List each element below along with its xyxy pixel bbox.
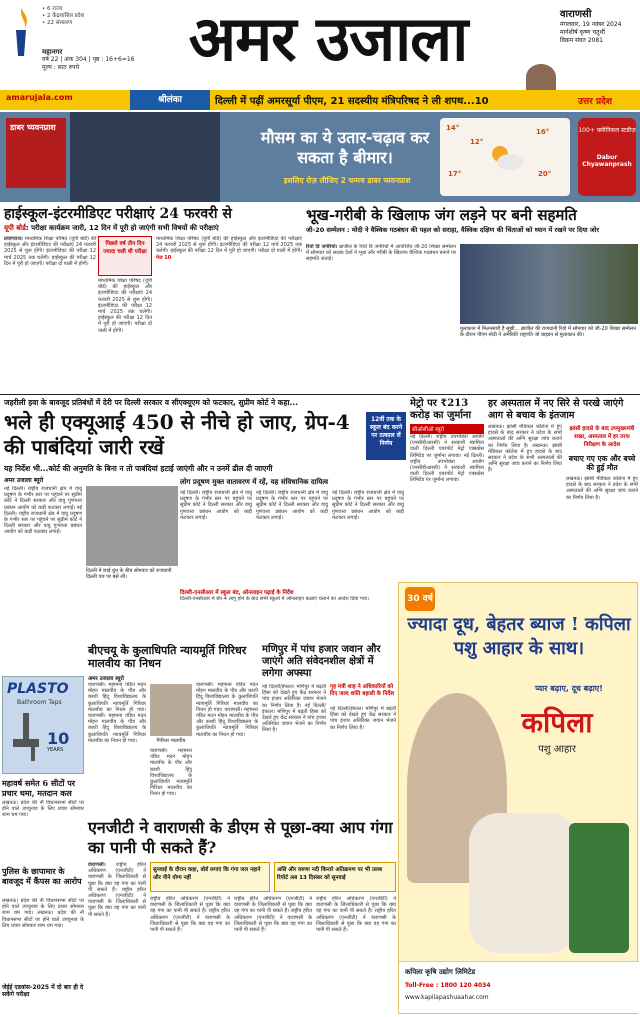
- g20-headline[interactable]: भूख-गरीबी के खिलाफ जंग लड़ने पर बनी सहमति: [306, 206, 577, 224]
- manipur-headline[interactable]: मणिपुर में पांच हजार जवान और जाएंगे अति संवेदनशील क्षेत्रों में लगेगा अफ्स्पा: [262, 644, 381, 679]
- kapila-ad[interactable]: [398, 582, 638, 1014]
- manipur-body-col1: नई दिल्ली/इंफाल। मणिपुर में बढ़ती हिंसा को देखते हुए केंद्र सरकार ने पांच हजार अतिरिक्त जवान भेजने का निर्णय लिया है। नई दिल्ली/इंफाल। मणिपुर में बढ़ती हिंसा को देखते हुए केंद्र सरकार ने पांच हजार अतिरिक्त जवान भेजने का निर्णय लिया है।: [262, 684, 326, 734]
- kapila-tollfree[interactable]: Toll-Free : 1800 120 4034: [405, 982, 491, 989]
- upboard-headline[interactable]: हाईस्कूल-इंटरमीडिएट परीक्षाएं 24 फरवरी से: [4, 206, 232, 222]
- feed-bag-image: [569, 823, 629, 953]
- pollution-kicker: जहरीली हवा के बावजूद प्रतिबंधों में देरी पर दिल्ली सरकार व सीएक्यूएम को फटकार, सुप्रीम कोर्ट ने कहा...: [4, 398, 298, 407]
- hospital-headline[interactable]: हर अस्पताल में नए सिरे से परखे जाएंगे आग से बचाव के इंतजाम: [488, 398, 624, 421]
- brief-body-2: लखनऊ। प्रदेश की नौ विधानसभा सीटों पर होने वाले उपचुनाव के लिए प्रचार सोमवार शाम थम गया। लखनऊ। प्रदेश की नौ विधानसभा सीटों पर होने वाले उपचुनाव के लिए प्रचार सोमवार शाम थम गया।: [2, 898, 84, 929]
- dabur-ad[interactable]: [0, 112, 640, 202]
- malviya-photo: [150, 684, 192, 736]
- schools-box: 12वीं तक के स्कूल बंद करने पर तत्काल लें निर्णय: [366, 412, 406, 460]
- g20-subhead: जी-20 सम्मेलन : मोदी ने वैश्विक गठबंधन की पहल को सराहा, वैश्विक दक्षिण की चिंताओं को ध्यान में रखने पर दिया जोर: [306, 226, 600, 234]
- ngt-body-col2: राष्ट्रीय हरित अधिकरण (एनजीटी) ने वाराणसी के जिलाधिकारी से पूछा कि क्या वह गंगा का पानी पी सकते हैं। राष्ट्रीय हरित अधिकरण (एनजीटी) ने वाराणसी के जिलाधिकारी से पूछा कि क्या वह गंगा का पानी पी सकते हैं।: [150, 896, 230, 934]
- ad-child-image: [70, 112, 220, 202]
- upboard-body-col3: माध्यमिक शिक्षा परिषद (यूपी बोर्ड) की हाईस्कूल और इंटरमीडिएट की परीक्षाएं 24 फरवरी 2025 से शुरू होंगी। इंटरमीडिएट की परीक्षा 12 मार्च 2025 तक चलेगी। हाईस्कूल की परीक्षा 12 दिन में पूरी हो जाएगी। परीक्षा दो पाली में होगी। पेज 10: [156, 236, 302, 261]
- hospital-body: लखनऊ। झांसी मेडिकल कॉलेज में हुए हादसे के बाद सरकार ने प्रदेश के सभी अस्पतालों की अग्नि सुरक्षा जांच कराने का निर्णय लिया है। लखनऊ। झांसी मेडिकल कॉलेज में हुए हादसे के बाद सरकार ने प्रदेश के सभी अस्पतालों की अग्नि सुरक्षा जांच कराने का निर्णय लिया है।: [488, 424, 562, 474]
- ngt-body-col1: वाराणसी। राष्ट्रीय हरित अधिकरण (एनजीटी) ने वाराणसी के जिलाधिकारी से पूछा कि क्या वह गंगा का पानी पी सकते हैं। राष्ट्रीय हरित अधिकरण (एनजीटी) ने वाराणसी के जिलाधिकारी से पूछा कि क्या वह गंगा का पानी पी सकते हैं।: [88, 862, 146, 918]
- kapila-tagline: प्यार बढ़ाए, दूध बढ़ाए!: [535, 684, 603, 693]
- metro-body: नई दिल्ली। राष्ट्रीय उपभोक्ता आयोग (एनसीडीआरसी) ने सरकारी स्वामित्व वाली दिल्ली एयरपोर्ट मेट्रो एक्सप्रेस लिमिटेड पर जुर्माना लगाया। नई दिल्ली। राष्ट्रीय उपभोक्ता आयोग (एनसीडीआरसी) ने सरकारी स्वामित्व वाली दिल्ली एयरपोर्ट मेट्रो एक्सप्रेस लिमिटेड पर जुर्माना लगाया।: [410, 434, 484, 484]
- malviya-headline[interactable]: बीएचयू के कुलाधिपति न्यायमूर्ति गिरिधर मालवीय का निधन: [88, 644, 247, 670]
- metro-label: सीओसीओ ब्यूरो: [410, 424, 484, 434]
- tagline: • 6 राज्य • 2 केंद्रशासित प्रदेश • 22 संस्करण: [42, 6, 85, 26]
- plasto-sub: Bathroom Taps: [17, 699, 62, 706]
- manipur-body-col2: नई दिल्ली/इंफाल। मणिपुर में बढ़ती हिंसा को देखते हुए केंद्र सरकार ने पांच हजार अतिरिक्त जवान भेजने का निर्णय लिया है।: [330, 706, 396, 731]
- cloud-sun-icon: [488, 142, 524, 172]
- pollution-body-col2: नई दिल्ली। राष्ट्रीय राजधानी क्षेत्र में वायु प्रदूषण के गंभीर स्तर पर पहुंचने पर सुप्रीम कोर्ट ने दिल्ली सरकार और वायु गुणवत्ता प्रबंधन आयोग को कड़ी फटकार लगाई।: [180, 490, 252, 521]
- ad-sub-text: इसलिए रोज़ लीजिए 2 चम्मच डाबर च्यवनप्राश: [283, 176, 411, 185]
- kapila-footer: [399, 961, 639, 1013]
- pollution-byline: अमर उजाला ब्यूरो: [4, 477, 44, 484]
- modi-biden-photo: [460, 244, 638, 324]
- smog-photo: [86, 486, 178, 566]
- kapila-headline: ज्यादा दूध, बेहतर ब्याज ! कपिला पशु आहार के साथ।: [407, 614, 631, 659]
- school-closure-body: दिल्ली-एनसीआर में ग्रेप-4 लागू होने के बाद सभी स्कूलों में ऑनलाइन कक्षाएं चलाने का आदेश दिया गया।: [180, 596, 369, 602]
- ngt-body-col4: राष्ट्रीय हरित अधिकरण (एनजीटी) ने वाराणसी के जिलाधिकारी से पूछा कि क्या वह गंगा का पानी पी सकते हैं। राष्ट्रीय हरित अधिकरण (एनजीटी) ने वाराणसी के जिलाधिकारी से पूछा कि क्या वह गंगा का पानी पी सकते हैं।: [316, 896, 396, 934]
- pollution-body-col3: नई दिल्ली। राष्ट्रीय राजधानी क्षेत्र में वायु प्रदूषण के गंभीर स्तर पर पहुंचने पर सुप्रीम कोर्ट ने दिल्ली सरकार और वायु गुणवत्ता प्रबंधन आयोग को कड़ी फटकार लगाई।: [256, 490, 328, 521]
- malviya-body-col1: वाराणसी। महामना पंडित मदन मोहन मालवीय के पौत्र और काशी हिंदू विश्वविद्यालय के कुलाधिपति न्यायमूर्ति गिरिधर मालवीय का निधन हो गया। वाराणसी। महामना पंडित मदन मोहन मालवीय के पौत्र और काशी हिंदू विश्वविद्यालय के कुलाधिपति न्यायमूर्ति गिरिधर मालवीय का निधन हो गया।: [88, 682, 146, 744]
- plasto-ad[interactable]: [2, 676, 84, 774]
- upboard-body-col2: माध्यमिक शिक्षा परिषद (यूपी बोर्ड) की हाईस्कूल और इंटरमीडिएट की परीक्षाएं 24 फरवरी 2025 से शुरू होंगी। इंटरमीडिएट की परीक्षा 12 मार्च 2025 तक चलेगी। हाईस्कूल की परीक्षा 12 दिन में पूरी हो जाएगी। परीक्षा दो पाली में होगी।: [98, 278, 152, 334]
- dabur-brand: डाबर च्यवनप्राश: [6, 118, 66, 188]
- edition-info: महानगर वर्ष 22 | अंक 304 | पृष्ठ : 16+6=16 मूल्य : सात रुपये: [42, 48, 135, 71]
- kapila-web[interactable]: www.kapilapashuaahar.com: [405, 994, 489, 1001]
- upboard-subhead: यूपी बोर्ड: परीक्षा कार्यक्रम जारी, 12 दिन में पूरी हो जाएंगी सभी विषयों की परीक्षाएं: [4, 224, 219, 232]
- malviya-photo-caption: गिरिधर मालवीय: [156, 738, 186, 744]
- manipur-box: गृह मंत्री शाह ने अधिकारियों को दिए जल्द शांति बहाली के निर्देश: [330, 684, 395, 697]
- plasto-years: 10: [47, 729, 70, 748]
- cow-image: [469, 813, 579, 953]
- upboard-body-col1: प्रयागराज। माध्यमिक शिक्षा परिषद (यूपी बोर्ड) की हाईस्कूल और इंटरमीडिएट की परीक्षाएं 24 फरवरी 2025 से शुरू होंगी। इंटरमीडिएट की परीक्षा 12 मार्च 2025 तक चलेगी। हाईस्कूल की परीक्षा 12 दिन में पूरी हो जाएगी। परीक्षा दो पाली में होगी।: [4, 236, 96, 267]
- pollution-midhead: लोग प्रदूषण मुक्त वातावरण में रहें, यह संविधानिक दायित्व: [180, 478, 329, 486]
- pm-portrait-photo: [526, 64, 556, 90]
- top-news-bar: [0, 90, 640, 110]
- pollution-body-col1: नई दिल्ली। राष्ट्रीय राजधानी क्षेत्र में वायु प्रदूषण के गंभीर स्तर पर पहुंचने पर सुप्रीम कोर्ट ने दिल्ली सरकार और वायु गुणवत्ता प्रबंधन आयोग को कड़ी फटकार लगाई। नई दिल्ली। राष्ट्रीय राजधानी क्षेत्र में वायु प्रदूषण के गंभीर स्तर पर पहुंचने पर सुप्रीम कोर्ट ने दिल्ली सरकार और वायु गुणवत्ता प्रबंधन आयोग को कड़ी फटकार लगाई।: [4, 486, 82, 536]
- malviya-body-col2: वाराणसी। महामना पंडित मदन मोहन मालवीय के पौत्र और काशी हिंदू विश्वविद्यालय के कुलाधिपति न्यायमूर्ति गिरिधर मालवीय का निधन हो गया।: [150, 748, 192, 798]
- malviya-byline: अमर उजाला ब्यूरो: [88, 676, 124, 682]
- section-tag: श्रीलंका: [130, 90, 210, 110]
- temp-5: 20°: [538, 170, 552, 178]
- plasto-logo: PLASTO: [7, 681, 69, 697]
- chyawanprash-jar: 100+ क्लीनिकल स्टडीज़ Dabur Chyawanprash: [578, 118, 636, 196]
- region-tag: उत्तर प्रदेश: [578, 97, 612, 107]
- site-link[interactable]: amarujala.com: [6, 93, 73, 102]
- hospital-box2-body: लखनऊ। झांसी मेडिकल कॉलेज में हुए हादसे के बाद सरकार ने प्रदेश के सभी अस्पतालों की अग्नि सुरक्षा जांच कराने का निर्णय लिया है।: [566, 476, 638, 501]
- kapila-logo-sub: पशु आहार: [538, 744, 576, 755]
- g20-body: रियो डि जनेरियो। ब्राजील के रियो डि जनेरियो में आयोजित जी-20 शिखर सम्मेलन में सोमवार को सदस्य देशों ने भूख और गरीबी के खिलाफ वैश्विक गठबंधन बनाने पर सहमति जताई।: [306, 244, 456, 263]
- temp-4: 17°: [448, 170, 462, 178]
- temp-3: 16°: [536, 128, 550, 136]
- plasto-years-text: YEARS: [47, 747, 64, 753]
- tap-icon: [9, 713, 43, 769]
- section-divider: [0, 394, 640, 395]
- hospital-box2-head: बचाए गए एक और बच्चे की हुई मौत: [568, 454, 636, 472]
- smog-photo-caption: दिल्ली में छाई धुंध के बीच सोमवार को राजधानी दिल्ली पथ पर बसें लीं।: [86, 568, 172, 580]
- ad-main-text: मौसम का ये उतार-चढ़ाव कर सकता है बीमार।: [260, 128, 430, 167]
- brief-head-1[interactable]: महावर्ष समेत 6 सीटों पर प्रचार थमा, मतदान कल: [2, 778, 76, 798]
- hospital-box-head: झांसी हादसे के बाद उपमुख्यमंत्री सख्त, अस्पताल में हर तरफ निरीक्षण के आदेश: [569, 426, 635, 448]
- kapila-company: कपिला कृषि उद्योग लिमिटेड: [405, 968, 476, 976]
- ngt-box-1: सुनवाई के दौरान कहा, बोर्ड लगाएं कि गंगा जल नहाने और पीने योग्य नहीं: [150, 862, 270, 892]
- pollution-subhead: यह निर्देश भी...कोर्ट की अनुमति के बिना न तो पाबंदियां हटाई जाएंगी और न उनमें ढील दी जाएगी: [4, 464, 273, 473]
- pollution-body-col4: नई दिल्ली। राष्ट्रीय राजधानी क्षेत्र में वायु प्रदूषण के गंभीर स्तर पर पहुंचने पर सुप्रीम कोर्ट ने दिल्ली सरकार और वायु गुणवत्ता प्रबंधन आयोग को कड़ी फटकार लगाई।: [332, 490, 404, 521]
- metro-headline[interactable]: मेट्रो पर ₹213 करोड़ का जुर्माना: [410, 398, 472, 421]
- ngt-headline[interactable]: एनजीटी ने वाराणसी के डीएम से पूछा-क्या आप गंगा का पानी पी सकते हैं?: [88, 818, 393, 857]
- pollution-headline[interactable]: भले ही एक्यूआई 450 से नीचे हो जाए, ग्रेप-4 की पाबंदियां जारी रखें: [4, 410, 350, 459]
- malviya-body-col3: वाराणसी। महामना पंडित मदन मोहन मालवीय के पौत्र और काशी हिंदू विश्वविद्यालय के कुलाधिपति न्यायमूर्ति गिरिधर मालवीय का निधन हो गया। वाराणसी। महामना पंडित मदन मोहन मालवीय के पौत्र और काशी हिंदू विश्वविद्यालय के कुलाधिपति न्यायमूर्ति गिरिधर मालवीय का निधन हो गया।: [196, 682, 258, 738]
- school-closure-kicker: दिल्ली-एनसीआर में स्कूल बंद, ऑनलाइन पढ़ाई के निर्देश: [180, 590, 294, 596]
- g20-photo-caption: मुलाकात में मिलनसारी है सूझी... ब्राजील की राजधानी रियो में सोमवार को जी-20 शिखर सम्मेलन के दौरान पीएम मोदी ने अमेरिकी राष्ट्रपति जो बाइडन से मुलाकात की।: [460, 326, 636, 338]
- ngt-box-2: असि और वरुणा नदी किनारे अतिक्रमण पर भी तलब रिपोर्ट अब 13 दिसंबर को सुनवाई: [274, 862, 396, 892]
- ngt-body-col3: राष्ट्रीय हरित अधिकरण (एनजीटी) ने वाराणसी के जिलाधिकारी से पूछा कि क्या वह गंगा का पानी पी सकते हैं। राष्ट्रीय हरित अधिकरण (एनजीटी) ने वाराणसी के जिलाधिकारी से पूछा कि क्या वह गंगा का पानी पी सकते हैं।: [234, 896, 312, 934]
- brief-body-1: लखनऊ। प्रदेश की नौ विधानसभा सीटों पर होने वाले उपचुनाव के लिए प्रचार सोमवार शाम थम गया।: [2, 800, 84, 819]
- upboard-box: पिछले वर्ष तीन दिन ज्यादा चली थी परीक्षा: [98, 236, 152, 276]
- top-headline[interactable]: दिल्ली में पढ़ीं अमरसूर्या पीएम, 21 सदस्यीय मंत्रिपरिषद ने ली शपथ...10: [215, 96, 489, 107]
- weather-widget: [440, 118, 570, 196]
- torch-logo-icon: [6, 6, 36, 62]
- newspaper-title: अमर उजाला: [188, 2, 468, 75]
- brief-head-3[interactable]: जेईई एडवांस-2025 में दो बार ही दे सकेंगे परीक्षा: [2, 984, 84, 998]
- city-date-block: वाराणसी मंगलवार, 19 नवंबर 2024 मार्गशीर्ष कृष्ण चतुर्थी विक्रम संवत 2081: [560, 9, 622, 44]
- temp-1: 14°: [446, 124, 460, 132]
- anniversary-badge: 30 वर्ष: [405, 587, 435, 611]
- masthead: [0, 0, 640, 88]
- temp-2: 12°: [470, 138, 484, 146]
- brief-head-2[interactable]: पुलिस के छापामार के बावजूद में कैंपस का आरोप: [2, 866, 82, 886]
- kapila-logo: कपिला: [521, 706, 593, 739]
